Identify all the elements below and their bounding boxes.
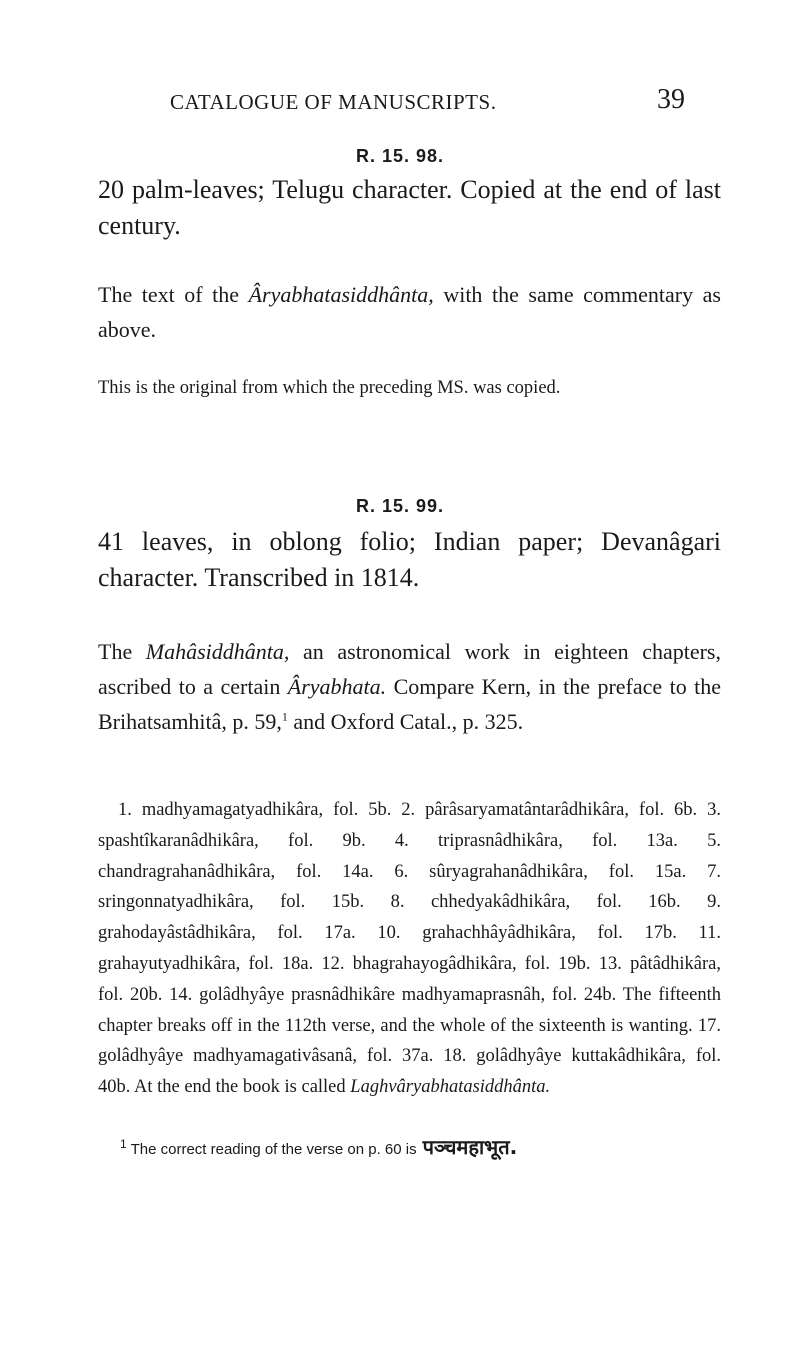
chapter-list-title: Laghvâryabhatasiddhânta. [350, 1077, 551, 1098]
entry-1-title: Âryabhatasiddhânta, [248, 282, 434, 307]
entry-2-text-c: Compare Kern, in the preface to the Brihatsamhitâ, p. 59, [98, 674, 722, 734]
entry-2-author: Âryabhata. [287, 674, 387, 699]
page-number: 39 [657, 84, 685, 115]
entry-2-text-d: and Oxford Catal., p. 325. [287, 709, 524, 734]
entry-2-text-a: The [98, 639, 146, 664]
chapter-list-text: 1. madhyamagatyadhikâra, fol. 5b. 2. pârâsaryamatântarâdhikâra, fol. 6b. 3. spashtîkaranâdhikâra, fol. 9b. 4. triprasnâdhikâra, fol. 13a. 5. chandragrahanâdhikâra, fol. 14a. 6. sûryagrahanâdhikâra, fol. 15a. 7. sringonnatyadhikâra, fol. 15b. 8. chhedyakâdhikâra, fol. 16b. 9. grahodayâstâdhikâra, fol. 17a. 10. grahachhâyâdhikâra, fol. 17b. 11. grahayutyadhikâra, fol. 18a. 12. bhagrahayogâdhikâra, fol. 19b. 13. pâtâdhikâra, fol. 20b. 14. golâdhyâye prasnâdhikâre madhyamaprasnâh, fol. 24b. The fifteenth chapter breaks off in the 112th verse, and the whole of the sixteenth is wanting. 17. golâdhyâye madhyamagativâsanâ, fol. 37a. 18. golâdhyâye kuttakâdhikâra, fol. 40b. At the end the book is called [98, 800, 721, 1098]
running-header [170, 84, 685, 130]
footnote-text: The correct reading of the verse on p. 60 is [130, 1141, 417, 1158]
chapter-list [98, 795, 721, 1103]
entry-1-text-b: with the same commentary as above. [98, 282, 721, 342]
running-title: CATALOGUE OF MANUSCRIPTS. [170, 90, 497, 114]
footnote [120, 1136, 721, 1161]
entry-1-text [98, 277, 721, 347]
footnote-marker: 1 [120, 1137, 127, 1151]
entry-1-description: 20 palm-leaves; Telugu character. Copied at the end of last century. [98, 175, 721, 240]
entry-2-title: Mahâsiddhânta, [145, 639, 290, 664]
footnote-reference: 1 [281, 709, 288, 724]
entry-2-text [98, 634, 721, 739]
shelfmark-r-15-98: R. 15. 98. [355, 146, 445, 166]
entry-1-text-a: The text of the [98, 282, 249, 307]
entry-1-note: This is the original from which the preceding MS. was copied. [98, 378, 561, 398]
entry-2-description: 41 leaves, in oblong folio; Indian paper; Devanâgari character. Transcribed in 1814. [98, 527, 721, 592]
entry-2-text-b: an astronomical work in eighteen chapters, ascribed to a certain [98, 639, 721, 699]
shelfmark-r-15-99: R. 15. 99. [355, 496, 445, 516]
footnote-devanagari: पञ्चमहाभूत. [422, 1135, 518, 1159]
